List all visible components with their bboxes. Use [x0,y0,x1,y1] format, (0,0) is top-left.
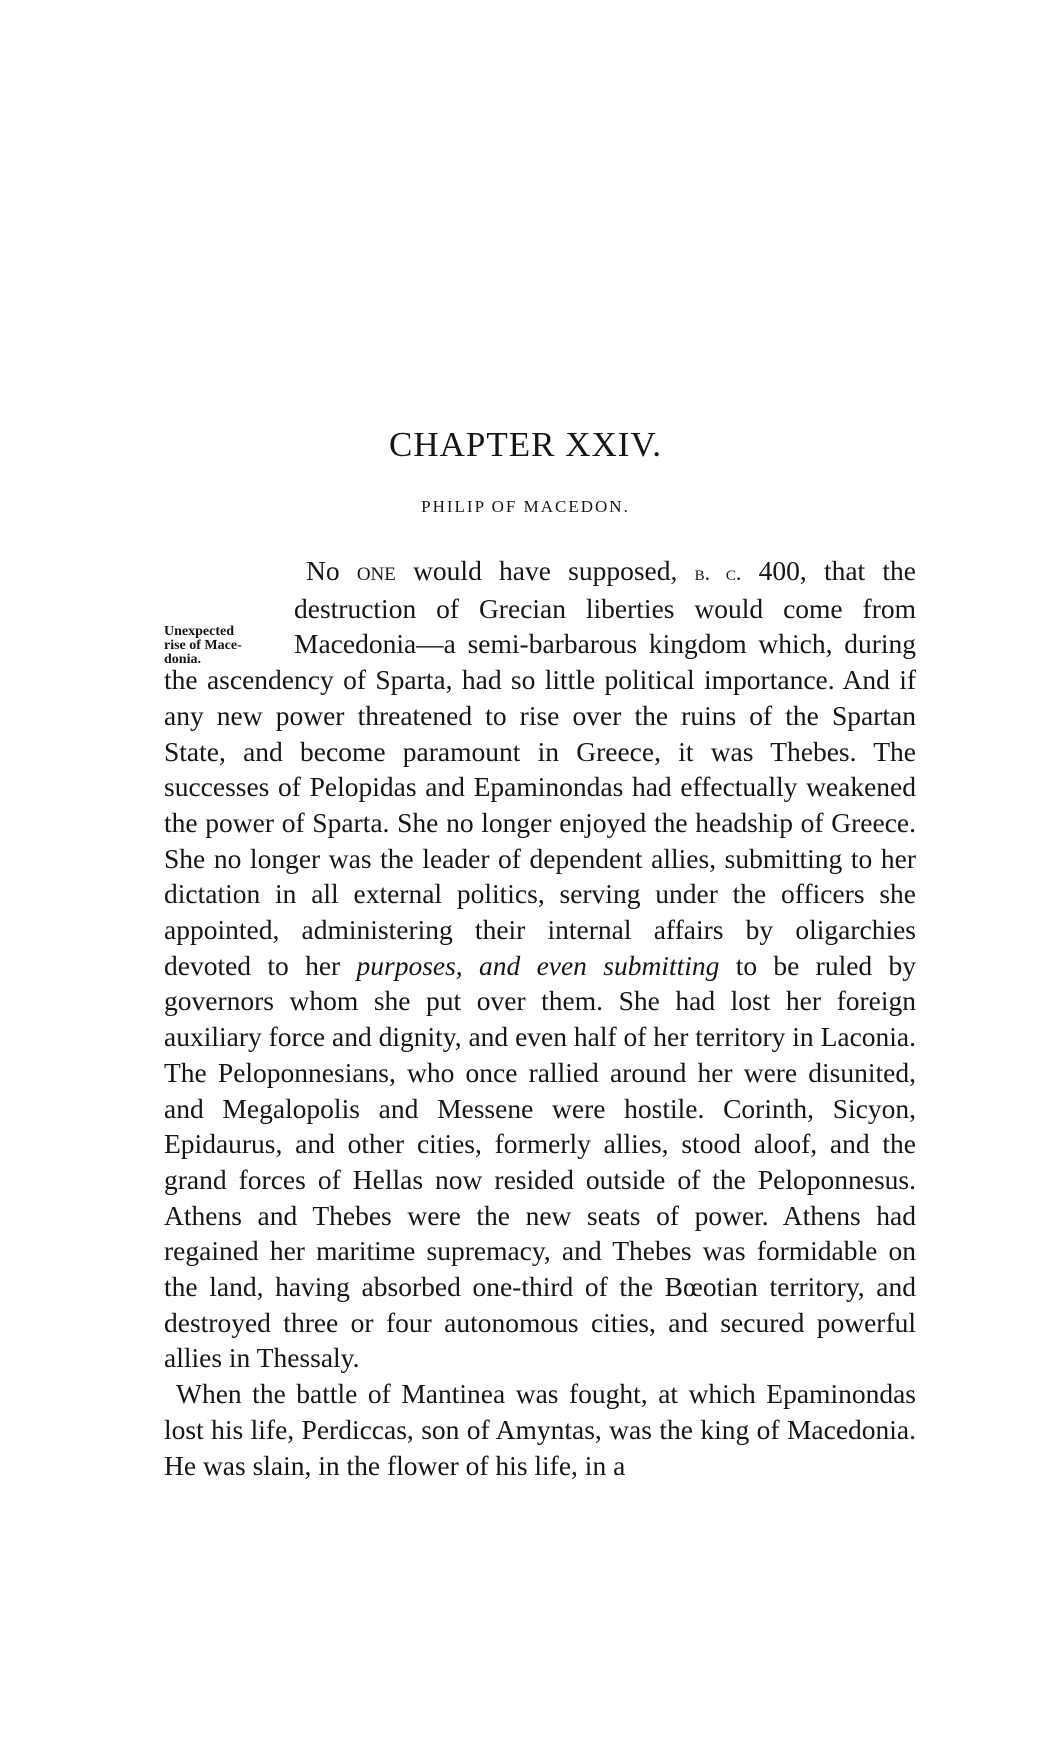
paragraph: When the battle of Mantinea was fought, at which Epaminondas lost his life, Perdiccas, son of Amyntas, was the king of Macedonia. He was slain, in the flower of his life, in a [164,1378,916,1481]
chapter-title: CHAPTER XXIV. [389,425,662,464]
margin-note-line: donia. [164,652,201,667]
margin-note-line: Unexpected [164,624,234,639]
paragraph-text: would have supposed, [395,555,695,586]
chapter-subtitle: PHILIP OF MACEDON. [421,497,630,516]
paragraph-lead: No [306,555,357,586]
paragraph [164,553,916,1376]
margin-note [164,553,282,667]
paragraph-lead-smallcaps: one [356,555,396,586]
paragraph-text: to be ruled by governors whom she put over them. She had lost her foreign auxiliary force and dignity, and even half of her territory in Laconia. The Peloponnesians, who once rallied around her were disunited, and Megalopolis and Messene were hostile. Corinth, Sicyon, Epidaurus, and other cities, formerly allies, stood aloof, and the grand forces of Hellas now resided outside of the Peloponnesus. Athens and Thebes were the new seats of power. Athens had regained her maritime supremacy, and Thebes was formidable on the land, having absorbed one-third of the Bœotian territory, and destroyed three or four autonomous cities, and secured powerful allies in Thessaly. [164,949,916,1374]
paragraph-text: 400, that the destruction of Grecian liberties would come from Macedonia—a semi-barbarous kingdom which, during the ascendency of Sparta, had so little political importance. And if any new power threatened to rise over the ruins of the Spartan State, and become paramount in Greece, it was Thebes. The successes of Pelopidas and Epaminondas had effectually weakened the power of Sparta. She no longer enjoyed the headship of Greece. She no longer was the leader of dependent allies, submitting to her dictation in all external politics, serving under the officers she appointed, administering their internal affairs by oligarchies devoted to her [164,555,916,981]
italic-text: purposes, and even submitting [356,949,720,981]
body-text [164,553,916,1483]
era-abbreviation: b. c. [694,560,742,585]
margin-note-line: rise of Mace- [164,638,242,653]
